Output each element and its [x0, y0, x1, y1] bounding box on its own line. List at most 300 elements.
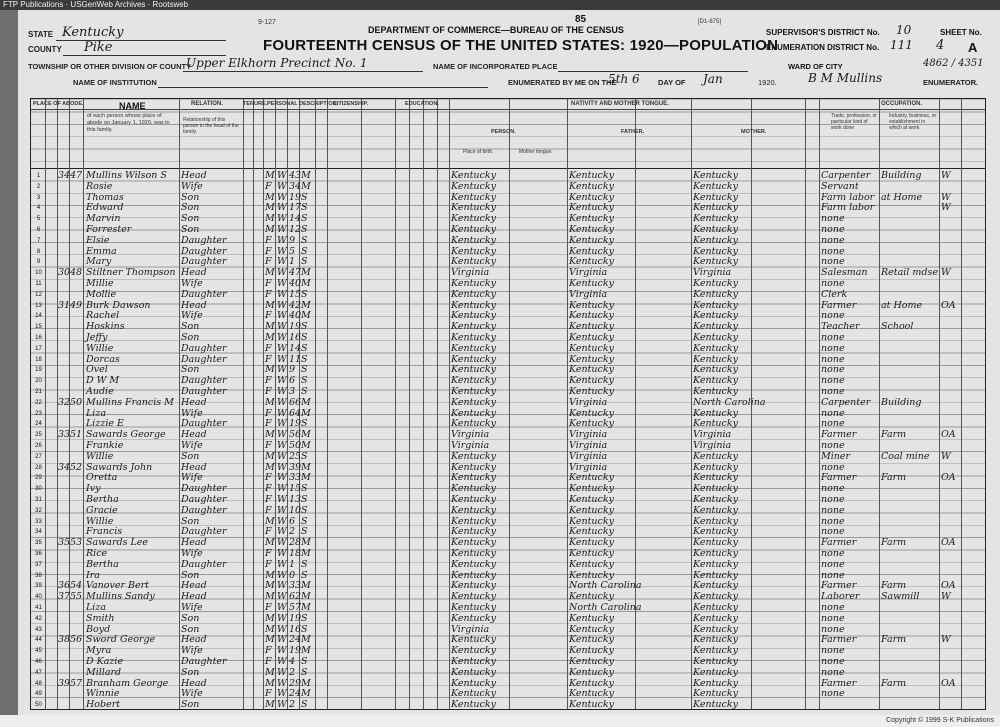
family-number: 47	[70, 170, 83, 181]
col-group-name: NAME	[119, 101, 146, 111]
row-number: 21	[35, 389, 42, 395]
sex-cell: M	[265, 191, 275, 203]
family-number: 48	[70, 267, 83, 279]
person-name: Burk Dawson	[86, 299, 151, 311]
sex-cell: M	[265, 396, 275, 408]
occupation-cell: Salesman	[821, 267, 868, 279]
mother-birthplace-cell: Kentucky	[693, 569, 738, 581]
person-pob-subhead: Place of birth.	[463, 149, 494, 155]
sex-cell: M	[265, 666, 275, 678]
family-number: 52	[70, 461, 83, 473]
race-cell: W	[277, 634, 287, 646]
mother-birthplace-cell: Kentucky	[693, 278, 738, 289]
birthplace-cell: Kentucky	[451, 699, 496, 711]
relation-cell: Daughter	[181, 526, 227, 538]
person-name: Elsie	[86, 234, 110, 246]
col-group-education: EDUCATION.	[405, 101, 439, 107]
mother-birthplace-cell: Kentucky	[693, 526, 738, 538]
row-number: 35	[35, 540, 42, 547]
sex-cell: M	[265, 450, 275, 462]
mother-birthplace-cell: Kentucky	[693, 494, 738, 505]
occupation-cell: none	[821, 440, 845, 451]
birthplace-cell: Kentucky	[451, 515, 496, 527]
race-cell: W	[277, 342, 287, 354]
marital-cell: M	[301, 591, 311, 603]
occupation-cell: Clerk	[821, 288, 848, 300]
sheet-label: SHEET No.	[940, 28, 982, 37]
supervisor-value: 10	[896, 23, 912, 37]
row-number: 25	[35, 432, 42, 439]
county-label: COUNTY	[28, 45, 62, 54]
sex-cell: F	[265, 407, 272, 419]
sex-cell: M	[265, 569, 275, 581]
relation-cell: Son	[181, 612, 200, 624]
father-birthplace-cell: Kentucky	[569, 386, 614, 397]
mother-birthplace-cell: Kentucky	[693, 234, 738, 246]
sex-cell: M	[265, 170, 275, 181]
enumerator-label: ENUMERATOR.	[923, 78, 979, 87]
marital-cell: S	[301, 483, 308, 495]
person-name: Sawards Lee	[86, 537, 149, 549]
relation-cell: Son	[181, 450, 200, 462]
mother-birthplace-cell: Kentucky	[693, 558, 738, 570]
age-cell: 19	[289, 418, 302, 430]
birthplace-cell: Kentucky	[451, 386, 496, 397]
race-cell: W	[277, 310, 287, 322]
person-name: Forrester	[86, 224, 132, 235]
father-birthplace-cell: Kentucky	[569, 213, 614, 225]
mother-birthplace-cell: Kentucky	[693, 612, 738, 624]
relation-subhead: Relationship of this person to the head of the family.	[183, 117, 239, 135]
row-number: 22	[35, 399, 42, 406]
mother-birthplace-cell: Kentucky	[693, 472, 738, 484]
marital-cell: S	[301, 569, 308, 581]
person-name: Sawards George	[86, 429, 166, 441]
family-number: 51	[70, 429, 83, 441]
birthplace-cell: Kentucky	[451, 364, 496, 376]
relation-cell: Son	[181, 569, 200, 581]
mother-birthplace-cell: Kentucky	[693, 180, 738, 192]
race-cell: W	[277, 461, 287, 473]
employer-class-cell: OA	[941, 537, 956, 549]
race-cell: W	[277, 612, 287, 624]
age-cell: 15	[289, 483, 302, 495]
row-number: 5	[36, 216, 41, 223]
relation-cell: Head	[181, 396, 207, 408]
race-cell: W	[277, 234, 287, 246]
dwelling-number: 35	[58, 537, 71, 549]
birthplace-cell: Kentucky	[451, 450, 496, 462]
relation-cell: Son	[181, 666, 200, 678]
marital-cell: S	[301, 612, 308, 624]
industry-cell: Farm	[881, 537, 907, 549]
birthplace-cell: Kentucky	[451, 234, 496, 246]
birthplace-cell: Kentucky	[451, 407, 496, 419]
father-birthplace-cell: North Carolina	[569, 602, 642, 613]
marital-cell: M	[301, 580, 311, 592]
occupation-cell: none	[821, 548, 845, 559]
person-name: Audie	[86, 386, 114, 397]
race-cell: W	[277, 440, 287, 451]
birthplace-cell: Kentucky	[451, 224, 496, 235]
birthplace-cell: Kentucky	[451, 342, 496, 354]
row-number: 18	[35, 356, 42, 363]
employer-class-cell: W	[941, 170, 951, 181]
age-cell: 13	[289, 494, 302, 505]
person-name: D W M	[86, 375, 120, 387]
race-cell: W	[277, 332, 287, 343]
person-name: Millie	[86, 278, 114, 289]
mother-birthplace-cell: Kentucky	[693, 245, 738, 257]
relation-cell: Son	[181, 202, 200, 214]
person-name: Edward	[86, 202, 124, 214]
enumerated-month: Jan	[703, 72, 723, 86]
age-cell: 1	[289, 256, 296, 268]
industry-cell: Farm	[881, 429, 907, 441]
occupation-cell: none	[821, 213, 845, 225]
race-cell: W	[277, 256, 287, 268]
occupation-cell: none	[821, 224, 845, 235]
relation-cell: Wife	[181, 548, 203, 559]
family-number: 57	[70, 677, 83, 689]
birthplace-cell: Kentucky	[451, 278, 496, 289]
person-name: Bertha	[86, 558, 119, 570]
person-name: Rosie	[86, 180, 113, 192]
age-cell: 34	[289, 180, 302, 192]
birthplace-cell: Kentucky	[451, 418, 496, 430]
row-number: 16	[35, 335, 42, 341]
race-cell: W	[277, 191, 287, 203]
sheet-stamp: 85	[575, 14, 587, 25]
marital-cell: S	[301, 256, 308, 268]
employer-class-cell: OA	[941, 299, 956, 311]
person-name: Lizzie E	[86, 418, 124, 430]
relation-cell: Wife	[181, 278, 203, 289]
relation-cell: Wife	[181, 688, 203, 700]
county-value: Pike	[84, 40, 113, 55]
industry-subhead: Industry, business, or establishment in which at work	[889, 113, 937, 131]
father-birthplace-cell: Kentucky	[569, 191, 614, 203]
sex-cell: F	[265, 494, 272, 505]
dwelling-number: 34	[58, 170, 71, 181]
marital-cell: S	[301, 332, 308, 343]
relation-cell: Head	[181, 170, 207, 181]
relation-cell: Head	[181, 429, 207, 441]
birthplace-cell: Virginia	[451, 429, 490, 441]
father-birthplace-cell: Kentucky	[569, 504, 614, 516]
relation-cell: Daughter	[181, 288, 227, 300]
person-name: Mary	[86, 256, 112, 268]
relation-cell: Son	[181, 213, 200, 225]
employer-class-cell: OA	[941, 429, 956, 441]
person-name: Liza	[86, 407, 107, 419]
sex-cell: F	[265, 526, 272, 538]
sex-cell: F	[265, 288, 272, 300]
age-cell: 33	[289, 472, 302, 484]
census-sheet	[18, 10, 1000, 715]
relation-cell: Son	[181, 332, 200, 343]
sex-cell: F	[265, 180, 272, 192]
row-number: 23	[35, 410, 42, 417]
father-birthplace-cell: Kentucky	[569, 245, 614, 257]
occupation-cell: Miner	[821, 450, 851, 462]
race-cell: W	[277, 666, 287, 678]
occupation-cell: none	[821, 526, 845, 538]
father-subhead: FATHER.	[621, 129, 645, 135]
row-number: 43	[35, 626, 42, 633]
birthplace-cell: Virginia	[451, 440, 490, 451]
person-name: Mullins Sandy	[86, 591, 155, 603]
marital-cell: S	[301, 386, 308, 397]
occupation-cell: Farmer	[821, 429, 857, 441]
occupation-cell: none	[821, 332, 845, 343]
dwelling-number: 36	[58, 580, 71, 592]
birthplace-cell: Kentucky	[451, 526, 496, 538]
family-number: 55	[70, 591, 83, 603]
mother-birthplace-cell: Kentucky	[693, 202, 738, 214]
row-number: 40	[35, 594, 42, 601]
sheet-value: 4	[936, 38, 945, 53]
race-cell: W	[277, 267, 287, 279]
sex-cell: F	[265, 645, 272, 657]
row-number: 44	[35, 637, 42, 644]
mother-birthplace-cell: Kentucky	[693, 677, 738, 689]
mother-birthplace-cell: Kentucky	[693, 602, 738, 613]
marital-cell: M	[301, 472, 311, 484]
industry-cell: Retail mdse	[881, 267, 938, 279]
person-name: Willie	[86, 342, 114, 354]
age-cell: 3	[289, 386, 296, 397]
person-name: Smith	[86, 612, 115, 624]
age-cell: 19	[289, 612, 302, 624]
incorporated-label: NAME OF INCORPORATED PLACE	[433, 62, 558, 71]
person-name: Ovel	[86, 364, 108, 376]
occupation-cell: none	[821, 278, 845, 289]
age-cell: 10	[289, 504, 302, 516]
relation-cell: Wife	[181, 602, 203, 613]
person-name: Mullins Francis M	[86, 396, 174, 408]
person-name: Liza	[86, 602, 107, 613]
relation-cell: Wife	[181, 180, 203, 192]
father-birthplace-cell: Kentucky	[569, 558, 614, 570]
employer-class-cell: W	[941, 202, 951, 214]
relation-cell: Head	[181, 677, 207, 689]
age-cell: 17	[289, 202, 302, 214]
row-number: 20	[35, 378, 42, 385]
marital-cell: M	[301, 548, 311, 559]
age-cell: 4	[289, 656, 296, 667]
occupation-cell: Farmer	[821, 299, 857, 311]
birthplace-cell: Kentucky	[451, 353, 496, 365]
enumerated-label: ENUMERATED BY ME ON THE	[508, 78, 617, 87]
person-name: Bertha	[86, 494, 119, 505]
industry-cell: Sawmill	[881, 591, 920, 603]
father-birthplace-cell: Kentucky	[569, 472, 614, 484]
birthplace-cell: Kentucky	[451, 602, 496, 613]
occupation-cell: none	[821, 245, 845, 257]
sex-cell: F	[265, 386, 272, 397]
age-cell: 42	[289, 299, 302, 311]
race-cell: W	[277, 591, 287, 603]
age-cell: 28	[289, 537, 302, 549]
age-cell: 39	[289, 461, 302, 473]
occupation-cell: none	[821, 461, 845, 473]
sheet-side: A	[968, 40, 978, 55]
birthplace-cell: Kentucky	[451, 569, 496, 581]
sex-cell: F	[265, 245, 272, 257]
dwelling-number: 31	[58, 299, 71, 311]
employer-class-cell: OA	[941, 677, 956, 689]
sex-cell: M	[265, 321, 275, 333]
row-number: 37	[35, 561, 42, 568]
sex-cell: F	[265, 418, 272, 430]
sex-cell: M	[265, 202, 275, 214]
father-birthplace-cell: Virginia	[569, 267, 608, 279]
marital-cell: S	[301, 224, 308, 235]
marital-cell: M	[301, 278, 311, 289]
father-birthplace-cell: Kentucky	[569, 234, 614, 246]
sex-cell: M	[265, 332, 275, 343]
father-birthplace-cell: Kentucky	[569, 180, 614, 192]
row-number: 36	[35, 551, 42, 557]
birthplace-cell: Kentucky	[451, 213, 496, 225]
sex-cell: M	[265, 634, 275, 646]
occupation-cell: none	[821, 656, 845, 667]
employer-class-cell: W	[941, 191, 951, 203]
race-cell: W	[277, 321, 287, 333]
father-birthplace-cell: Kentucky	[569, 688, 614, 700]
birthplace-cell: Kentucky	[451, 472, 496, 484]
marital-cell: M	[301, 180, 311, 192]
row-number: 27	[35, 453, 42, 460]
relation-cell: Son	[181, 364, 200, 376]
relation-cell: Wife	[181, 440, 203, 451]
row-number: 49	[35, 691, 42, 698]
father-birthplace-cell: Kentucky	[569, 548, 614, 559]
father-birthplace-cell: Kentucky	[569, 224, 614, 235]
age-cell: 19	[289, 191, 302, 203]
township-label: TOWNSHIP OR OTHER DIVISION OF COUNTY	[28, 62, 192, 71]
age-cell: 2	[289, 666, 296, 678]
father-birthplace-cell: Virginia	[569, 461, 608, 473]
person-name: Myra	[86, 645, 112, 657]
family-number: 50	[70, 396, 83, 408]
relation-cell: Daughter	[181, 483, 227, 495]
occupation-cell: none	[821, 602, 845, 613]
person-name: Stiltner Thompson	[86, 267, 176, 279]
father-birthplace-cell: Kentucky	[569, 353, 614, 365]
race-cell: W	[277, 364, 287, 376]
birthplace-cell: Kentucky	[451, 256, 496, 268]
father-birthplace-cell: Kentucky	[569, 342, 614, 354]
sex-cell: F	[265, 375, 272, 387]
marital-cell: S	[301, 353, 308, 365]
birthplace-cell: Kentucky	[451, 310, 496, 322]
dwelling-number: 32	[58, 396, 71, 408]
race-cell: W	[277, 537, 287, 549]
birthplace-cell: Kentucky	[451, 634, 496, 646]
father-birthplace-cell: Kentucky	[569, 332, 614, 343]
race-cell: W	[277, 299, 287, 311]
father-birthplace-cell: Virginia	[569, 450, 608, 462]
marital-cell: S	[301, 213, 308, 225]
relation-cell: Head	[181, 634, 207, 646]
marital-cell: M	[301, 634, 311, 646]
mother-birthplace-cell: Virginia	[693, 267, 732, 279]
sex-cell: M	[265, 299, 275, 311]
enumerated-day: 5th 6	[608, 72, 640, 86]
mother-birthplace-cell: Kentucky	[693, 580, 738, 592]
employer-class-cell: OA	[941, 580, 956, 592]
relation-cell: Head	[181, 580, 207, 592]
age-cell: 1	[289, 558, 296, 570]
father-birthplace-cell: Kentucky	[569, 418, 614, 430]
family-number: 56	[70, 634, 83, 646]
age-cell: 11	[289, 353, 302, 365]
occupation-cell: Farm labor	[821, 191, 875, 203]
person-name: Willie	[86, 515, 114, 527]
row-number: 10	[35, 270, 42, 277]
enumerator-signature: B M Mullins	[808, 71, 883, 85]
sex-cell: F	[265, 256, 272, 268]
age-cell: 19	[289, 321, 302, 333]
sex-cell: M	[265, 213, 275, 225]
relation-cell: Head	[181, 591, 207, 603]
age-cell: 19	[289, 645, 302, 657]
marital-cell: M	[301, 310, 311, 322]
age-cell: 57	[289, 602, 302, 613]
father-birthplace-cell: Kentucky	[569, 591, 614, 603]
marital-cell: M	[301, 407, 311, 419]
father-birthplace-cell: Kentucky	[569, 170, 614, 181]
occupation-cell: none	[821, 364, 845, 376]
mother-birthplace-cell: Kentucky	[693, 342, 738, 354]
father-birthplace-cell: Kentucky	[569, 202, 614, 214]
mother-birthplace-cell: Kentucky	[693, 407, 738, 419]
person-name: Rice	[86, 548, 108, 559]
sex-cell: F	[265, 278, 272, 289]
father-birthplace-cell: Kentucky	[569, 537, 614, 549]
birthplace-cell: Kentucky	[451, 202, 496, 214]
row-number: 2	[36, 183, 41, 190]
ed-label: ENUMERATION DISTRICT No.	[766, 43, 880, 52]
mother-birthplace-cell: North Carolina	[693, 396, 766, 408]
dwelling-number: 33	[58, 429, 71, 441]
sex-cell: M	[265, 364, 275, 376]
person-name: Gracie	[86, 504, 118, 516]
occupation-cell: none	[821, 645, 845, 657]
col-group-citizenship: CITIZENSHIP.	[333, 101, 369, 107]
occupation-cell: Servant	[821, 180, 859, 192]
occupation-cell: none	[821, 666, 845, 678]
father-birthplace-cell: Kentucky	[569, 483, 614, 495]
relation-cell: Daughter	[181, 494, 227, 505]
occupation-cell: none	[821, 375, 845, 387]
row-number: 34	[35, 529, 42, 536]
mother-birthplace-cell: Kentucky	[693, 656, 738, 667]
row-number: 9	[36, 259, 41, 266]
mother-birthplace-cell: Kentucky	[693, 634, 738, 646]
birthplace-cell: Kentucky	[451, 591, 496, 603]
form-number: 9-127	[258, 19, 276, 26]
industry-cell: Farm	[881, 634, 907, 646]
family-number: 54	[70, 580, 83, 592]
marital-cell: M	[301, 537, 311, 549]
occupation-cell: none	[821, 515, 845, 527]
person-name: Ivy	[86, 483, 101, 495]
mother-birthplace-cell: Kentucky	[693, 591, 738, 603]
birthplace-cell: Kentucky	[451, 494, 496, 505]
